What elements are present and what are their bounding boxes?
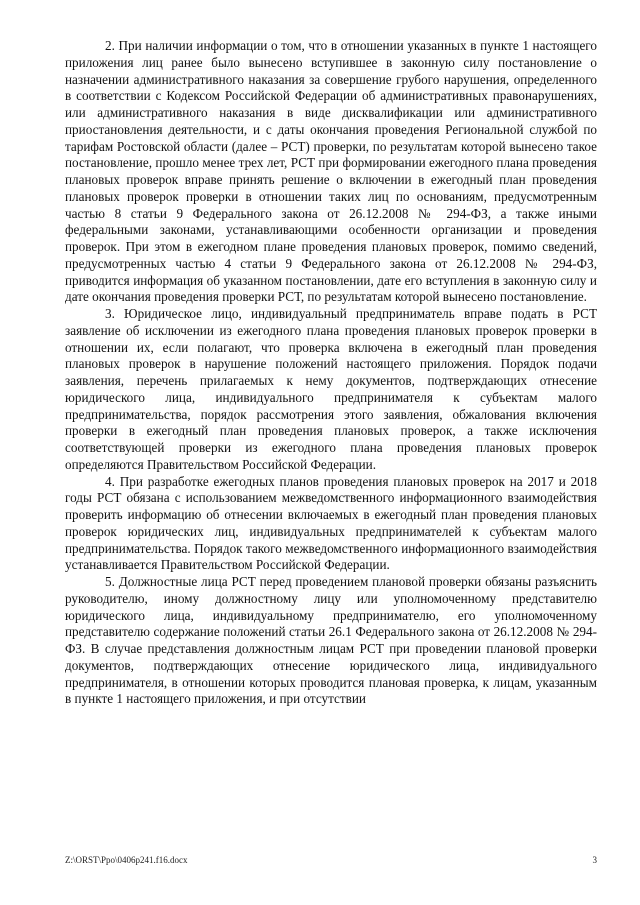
page-footer [65, 855, 597, 871]
paragraph-3: 3. Юридическое лицо, индивидуальный предприниматель вправе подать в РСТ заявление об исключении из ежегодного плана проведения плановых проверок проверки в отношении их, если полагают, что проверка включена в ежегодный план проведения плановых проверок в нарушение положений настоящего приложения. Порядок подачи заявления, перечень прилагаемых к нему документов, подтверждающих отнесение юридического лица, индивидуального предпринимателя к субъектам малого предпринимательства, порядок рассмотрения этого заявления, обжалования включения проверки в ежегодный план проведения плановых проверок, а также исключения соответствующей проверки из ежегодного плана проведения плановых проверок определяются Правительством Российской Федерации. [65, 306, 597, 472]
file-path: Z:\ORST\Ppo\0406p241.f16.docx [65, 855, 188, 865]
paragraph-5: 5. Должностные лица РСТ перед проведением плановой проверки обязаны разъяснить руководителю, иному должностному лицу или уполномоченному представителю юридического лица, индивидуальному предпринимателю, его уполномоченному представителю содержание положений статьи 26.1 Федерального закона от 26.12.2008 № 294-ФЗ. В случае представления должностным лицам РСТ при проведении плановой проверки документов, подтверждающих отнесение юридического лица, индивидуального предпринимателя, в отношении которых проводится плановая проверка, к лицам, указанным в пункте 1 настоящего приложения, и при отсутствии [65, 574, 597, 707]
paragraph-2: 2. При наличии информации о том, что в отношении указанных в пункте 1 настоящего приложения лиц ранее было вынесено вступившее в законную силу постановление о назначении административного наказания за совершение грубого нарушения, определенного в соответствии с Кодексом Российской Федерации об административных правонарушениях, или административного наказания в виде дисквалификации или административного приостановления деятельности, и с даты окончания проведения Региональной службой по тарифам Ростовской области (далее – РСТ) проверки, по результатам которой вынесено такое постановление, прошло менее трех лет, РСТ при формировании ежегодного плана проведения плановых проверок вправе принять решение о включении в ежегодный план проведения плановых проверок проверки в отношении таких лиц по основаниям, предусмотренным частью 8 статьи 9 Федерального закона от 26.12.2008 № 294-ФЗ, а также иными федеральными законами, устанавливающими особенности организации и проведения проверок. При этом в ежегодном плане проведения плановых проверок, помимо сведений, предусмотренных частью 4 статьи 9 Федерального закона от 26.12.2008 № 294-ФЗ, приводится информация об указанном постановлении, дате его вступления в законную силу и дате окончания проведения проверки РСТ, по результатам которой вынесено постановление. [65, 38, 597, 305]
page-number: 3 [592, 855, 597, 865]
document-body [65, 38, 597, 708]
paragraph-4: 4. При разработке ежегодных планов проведения плановых проверок на 2017 и 2018 годы РСТ обязана с использованием межведомственного информационного взаимодействия проверить информацию об отнесении включаемых в ежегодный план проведения плановых проверок юридических лиц, индивидуальных предпринимателей к субъектам малого предпринимательства. Порядок такого межведомственного информационного взаимодействия устанавливается Правительством Российской Федерации. [65, 473, 597, 573]
